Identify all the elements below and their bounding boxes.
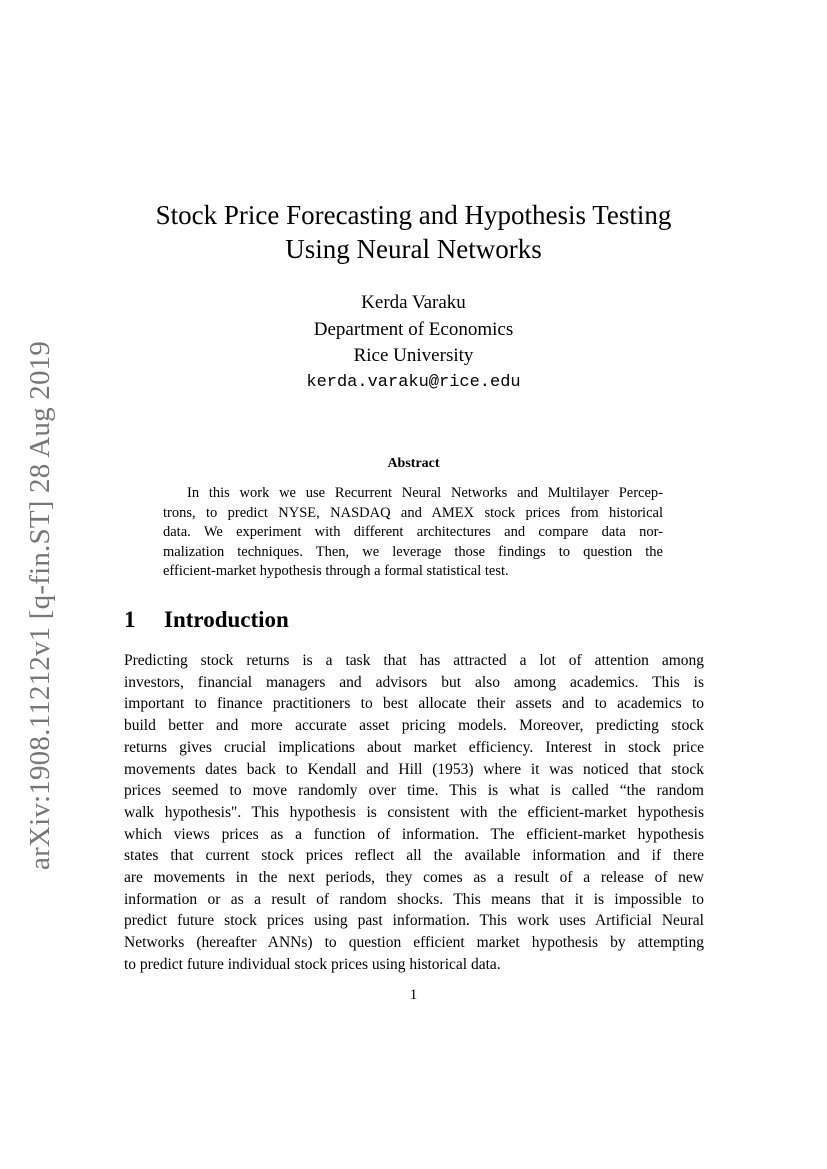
- author-block: [0, 290, 827, 396]
- author-university: Rice University: [353, 345, 474, 366]
- abstract-line: efficient-market hypothesis through a formal statistical test.: [163, 563, 509, 579]
- section-number: 1: [124, 607, 136, 632]
- abstract-line: malization techniques. Then, we leverage those findings to question the: [163, 543, 663, 560]
- paragraph-line: to predict future individual stock prices using historical data.: [124, 955, 501, 973]
- paragraph-line: Networks (hereafter ANNs) to question efficient market hypothesis by attempting: [124, 934, 704, 952]
- paragraph-line: Predicting stock returns is a task that has attracted a lot of attention among: [124, 652, 704, 669]
- paragraph-line: are movements in the next periods, they comes as a result of a release of new: [124, 869, 704, 887]
- author-department: Department of Economics: [313, 318, 514, 340]
- paragraph-line: states that current stock prices reflect all the available information and if there: [124, 847, 704, 865]
- abstract-line: trons, to predict NYSE, NASDAQ and AMEX stock prices from historical: [163, 504, 663, 521]
- paragraph-line: investors, financial managers and advisors but also among academics. This is: [124, 673, 704, 691]
- title-line: Using Neural Networks: [285, 234, 542, 264]
- paragraph-line: returns gives crucial implications about market efficiency. Interest in stock price: [124, 738, 704, 756]
- paper-title: [0, 198, 827, 266]
- author-email: kerda.varaku@rice.edu: [306, 372, 521, 392]
- arxiv-identifier: arXiv:1908.11212v1 [q-fin.ST] 28 Aug 2019: [24, 340, 56, 870]
- paragraph-line: information or as a result of random shocks. This means that it is impossible to: [124, 890, 704, 908]
- introduction-body: [124, 650, 704, 976]
- abstract-line: data. We experiment with different architectures and compare data nor-: [163, 524, 663, 540]
- section-heading-introduction: [124, 604, 289, 636]
- paragraph-line: movements dates back to Kendall and Hill (1953) where it was noticed that stock: [124, 760, 704, 778]
- paragraph-line: predict future stock prices using past information. This work uses Artificial Neural: [124, 912, 704, 930]
- page-number: 1: [409, 987, 418, 1003]
- paragraph-line: which views prices as a function of information. The efficient-market hypothesis: [124, 825, 704, 843]
- paragraph-line: important to finance practitioners to best allocate their assets and to academics to: [124, 695, 704, 713]
- paragraph-line: walk hypothesis". This hypothesis is consistent with the efficient-market hypothesis: [124, 803, 704, 821]
- abstract-body: [163, 484, 663, 582]
- author-name: Kerda Varaku: [361, 292, 466, 313]
- paragraph-line: build better and more accurate asset pricing models. Moreover, predicting stock: [124, 717, 704, 735]
- section-title: Introduction: [164, 607, 289, 632]
- abstract-heading: Abstract: [387, 456, 440, 471]
- abstract-line: In this work we use Recurrent Neural Networks and Multilayer Percep-: [187, 485, 663, 501]
- title-line: Stock Price Forecasting and Hypothesis Testing: [155, 200, 672, 230]
- paragraph-line: prices seemed to move randomly over time. This is what is called “the random: [124, 782, 704, 800]
